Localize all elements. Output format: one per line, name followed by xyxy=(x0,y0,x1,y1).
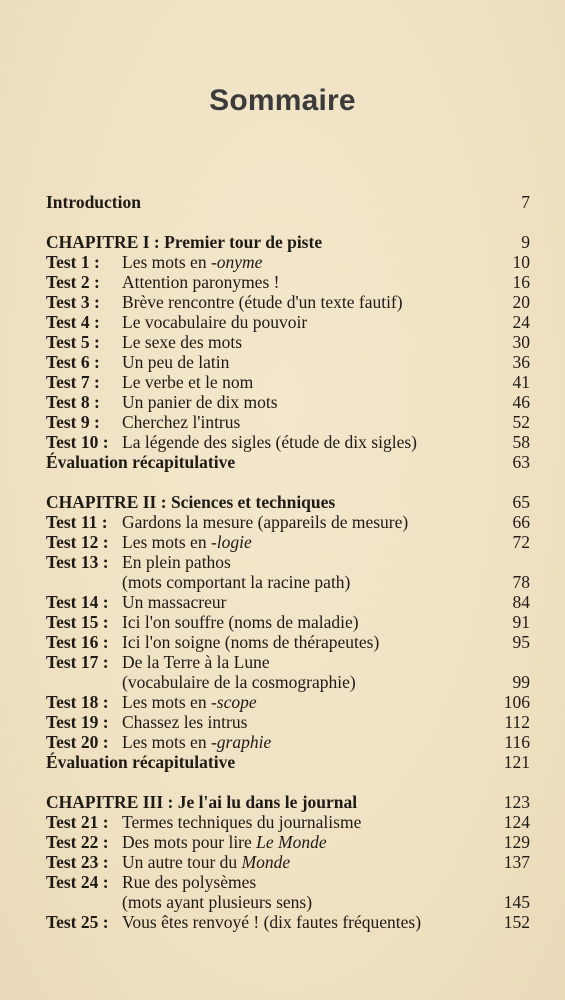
test-label xyxy=(46,732,122,752)
test-entry-continued xyxy=(46,672,530,692)
test-title: Brève rencontre (étude d'un texte fautif) xyxy=(122,292,403,312)
test-entry xyxy=(46,872,530,892)
page-number: 72 xyxy=(512,532,530,552)
test-title: Rue des polysèmes xyxy=(122,872,257,892)
page-number: 16 xyxy=(512,272,530,292)
test-title-continued: (vocabulaire de la cosmographie) xyxy=(122,672,356,692)
test-prefix: Test xyxy=(46,312,81,332)
test-prefix: Test xyxy=(46,392,81,412)
test-number: 12 : xyxy=(80,532,109,552)
test-entry-continued xyxy=(46,572,530,592)
test-entry xyxy=(46,612,530,632)
test-number: 1 : xyxy=(80,252,100,272)
page-number: 145 xyxy=(503,892,530,912)
test-prefix: Test xyxy=(46,712,81,732)
test-label xyxy=(46,712,122,732)
test-entry-continued xyxy=(46,892,530,912)
test-number: 17 : xyxy=(80,652,109,672)
page-number: 84 xyxy=(512,592,530,612)
introduction-label: Introduction xyxy=(46,192,141,212)
test-prefix: Test xyxy=(46,832,81,852)
evaluation-entry xyxy=(46,452,530,472)
page-number: 152 xyxy=(503,912,530,932)
test-entry xyxy=(46,732,530,752)
test-label xyxy=(46,812,122,832)
test-entry xyxy=(46,272,530,292)
page-number: 95 xyxy=(512,632,530,652)
page-number: 65 xyxy=(512,492,530,512)
test-label xyxy=(46,872,122,892)
test-title: La légende des sigles (étude de dix sigles) xyxy=(122,432,417,452)
page-number: 46 xyxy=(512,392,530,412)
test-prefix: Test xyxy=(46,652,81,672)
test-label xyxy=(46,412,122,432)
test-number: 19 : xyxy=(80,712,109,732)
test-number: 6 : xyxy=(80,352,100,372)
test-title: Cherchez l'intrus xyxy=(122,412,241,432)
page-number: 63 xyxy=(512,452,530,472)
page-number: 30 xyxy=(512,332,530,352)
test-label xyxy=(46,372,122,392)
test-title: Un peu de latin xyxy=(122,352,230,372)
test-label xyxy=(46,332,122,352)
test-title-italic: -scope xyxy=(210,692,257,712)
test-entry xyxy=(46,552,530,572)
test-entry xyxy=(46,412,530,432)
test-number: 13 : xyxy=(80,552,109,572)
test-entry xyxy=(46,652,530,672)
test-entry xyxy=(46,332,530,352)
test-title: Chassez les intrus xyxy=(122,712,248,732)
page-number: 58 xyxy=(512,432,530,452)
page-number: 112 xyxy=(504,712,530,732)
test-prefix: Test xyxy=(46,612,81,632)
test-entry xyxy=(46,632,530,652)
test-title: Le sexe des mots xyxy=(122,332,243,352)
test-prefix: Test xyxy=(46,852,81,872)
page-title: Sommaire xyxy=(209,84,356,117)
test-prefix: Test xyxy=(46,532,81,552)
page-number: 10 xyxy=(512,252,530,272)
test-title: Termes techniques du journalisme xyxy=(122,812,362,832)
test-prefix: Test xyxy=(46,632,81,652)
test-label xyxy=(46,352,122,372)
test-label xyxy=(46,912,122,932)
test-entry xyxy=(46,532,530,552)
page-number: 78 xyxy=(512,572,530,592)
test-entry xyxy=(46,292,530,312)
chapter-title: CHAPITRE III : Je l'ai lu dans le journal xyxy=(46,792,358,812)
test-label xyxy=(46,432,122,452)
test-label xyxy=(46,612,122,632)
chapter-heading xyxy=(46,492,530,512)
test-title: Le vocabulaire du pouvoir xyxy=(122,312,308,332)
test-number: 10 : xyxy=(80,432,109,452)
test-entry xyxy=(46,852,530,872)
test-number: 9 : xyxy=(80,412,100,432)
test-title: Le verbe et le nom xyxy=(122,372,254,392)
test-prefix: Test xyxy=(46,432,81,452)
test-number: 8 : xyxy=(80,392,100,412)
chapter-heading xyxy=(46,232,530,252)
test-entry xyxy=(46,832,530,852)
test-prefix: Test xyxy=(46,732,81,752)
test-title: Les mots en xyxy=(122,692,211,712)
test-number: 4 : xyxy=(80,312,100,332)
test-title: Attention paronymes ! xyxy=(122,272,280,292)
test-title-italic: -graphie xyxy=(210,732,272,752)
test-label xyxy=(46,512,122,532)
test-number: 24 : xyxy=(80,872,109,892)
test-prefix: Test xyxy=(46,272,81,292)
test-entry xyxy=(46,392,530,412)
test-title-continued: (mots ayant plusieurs sens) xyxy=(122,892,313,912)
test-title: En plein pathos xyxy=(122,552,231,572)
test-prefix: Test xyxy=(46,812,81,832)
test-entry xyxy=(46,912,530,932)
test-entry xyxy=(46,352,530,372)
test-title: Vous êtes renvoyé ! (dix fautes fréquentes) xyxy=(122,912,422,932)
test-label xyxy=(46,632,122,652)
page-number: 99 xyxy=(512,672,530,692)
test-number: 5 : xyxy=(80,332,100,352)
test-number: 2 : xyxy=(80,272,100,292)
test-prefix: Test xyxy=(46,512,81,532)
test-entry xyxy=(46,252,530,272)
page-number: 106 xyxy=(503,692,530,712)
test-title-italic: -logie xyxy=(210,532,252,552)
test-prefix: Test xyxy=(46,352,81,372)
test-label xyxy=(46,852,122,872)
page-number: 7 xyxy=(521,192,530,212)
test-number: 23 : xyxy=(80,852,109,872)
page-number: 41 xyxy=(512,372,530,392)
test-number: 15 : xyxy=(80,612,109,632)
test-entry xyxy=(46,432,530,452)
test-number: 21 : xyxy=(80,812,109,832)
chapter-title: CHAPITRE I : Premier tour de piste xyxy=(46,232,323,252)
evaluation-label: Évaluation récapitulative xyxy=(46,752,236,772)
test-title: Un panier de dix mots xyxy=(122,392,278,412)
test-title: Gardons la mesure (appareils de mesure) xyxy=(122,512,409,532)
test-entry xyxy=(46,712,530,732)
chapter-title: CHAPITRE II : Sciences et techniques xyxy=(46,492,336,512)
test-title: Les mots en xyxy=(122,252,211,272)
test-label xyxy=(46,652,122,672)
page-number: 124 xyxy=(503,812,530,832)
test-title-italic: Monde xyxy=(241,852,291,872)
test-prefix: Test xyxy=(46,412,81,432)
test-title: Un massacreur xyxy=(122,592,227,612)
page-number: 116 xyxy=(504,732,530,752)
test-label xyxy=(46,552,122,572)
test-title: De la Terre à la Lune xyxy=(122,652,270,672)
evaluation-entry xyxy=(46,752,530,772)
page-number: 36 xyxy=(512,352,530,372)
test-entry xyxy=(46,592,530,612)
test-title: Les mots en xyxy=(122,732,211,752)
test-entry xyxy=(46,512,530,532)
test-number: 20 : xyxy=(80,732,109,752)
test-number: 16 : xyxy=(80,632,109,652)
test-label xyxy=(46,392,122,412)
page-number: 137 xyxy=(503,852,530,872)
test-number: 7 : xyxy=(80,372,100,392)
test-prefix: Test xyxy=(46,592,81,612)
chapter-heading xyxy=(46,792,530,812)
test-label xyxy=(46,532,122,552)
test-number: 18 : xyxy=(80,692,109,712)
test-prefix: Test xyxy=(46,692,81,712)
page-number: 121 xyxy=(503,752,530,772)
test-prefix: Test xyxy=(46,252,81,272)
page-number: 52 xyxy=(512,412,530,432)
test-title-continued: (mots comportant la racine path) xyxy=(122,572,351,592)
test-title: Ici l'on soigne (noms de thérapeutes) xyxy=(122,632,380,652)
evaluation-label: Évaluation récapitulative xyxy=(46,452,236,472)
test-prefix: Test xyxy=(46,552,81,572)
test-entry xyxy=(46,812,530,832)
test-label xyxy=(46,312,122,332)
test-label xyxy=(46,272,122,292)
test-label xyxy=(46,832,122,852)
test-prefix: Test xyxy=(46,372,81,392)
test-label xyxy=(46,292,122,312)
test-title: Un autre tour du xyxy=(122,852,242,872)
test-prefix: Test xyxy=(46,872,81,892)
page-number: 9 xyxy=(521,232,530,252)
test-prefix: Test xyxy=(46,912,81,932)
test-prefix: Test xyxy=(46,332,81,352)
test-label xyxy=(46,692,122,712)
test-title: Ici l'on souffre (noms de maladie) xyxy=(122,612,359,632)
test-number: 3 : xyxy=(80,292,100,312)
test-number: 11 : xyxy=(80,512,108,532)
test-title: Les mots en xyxy=(122,532,211,552)
page-number: 129 xyxy=(503,832,530,852)
test-title-italic: Le Monde xyxy=(256,832,327,852)
toc-introduction xyxy=(46,192,530,212)
page-number: 123 xyxy=(503,792,530,812)
test-entry xyxy=(46,692,530,712)
test-prefix: Test xyxy=(46,292,81,312)
test-entry xyxy=(46,372,530,392)
page-number: 20 xyxy=(512,292,530,312)
test-number: 25 : xyxy=(80,912,109,932)
test-number: 22 : xyxy=(80,832,109,852)
page-number: 66 xyxy=(512,512,530,532)
test-entry xyxy=(46,312,530,332)
test-title-italic: -onyme xyxy=(210,252,263,272)
page-number: 24 xyxy=(512,312,530,332)
page-number: 91 xyxy=(512,612,530,632)
test-title: Des mots pour lire xyxy=(122,832,257,852)
test-number: 14 : xyxy=(80,592,109,612)
test-label xyxy=(46,252,122,272)
test-label xyxy=(46,592,122,612)
